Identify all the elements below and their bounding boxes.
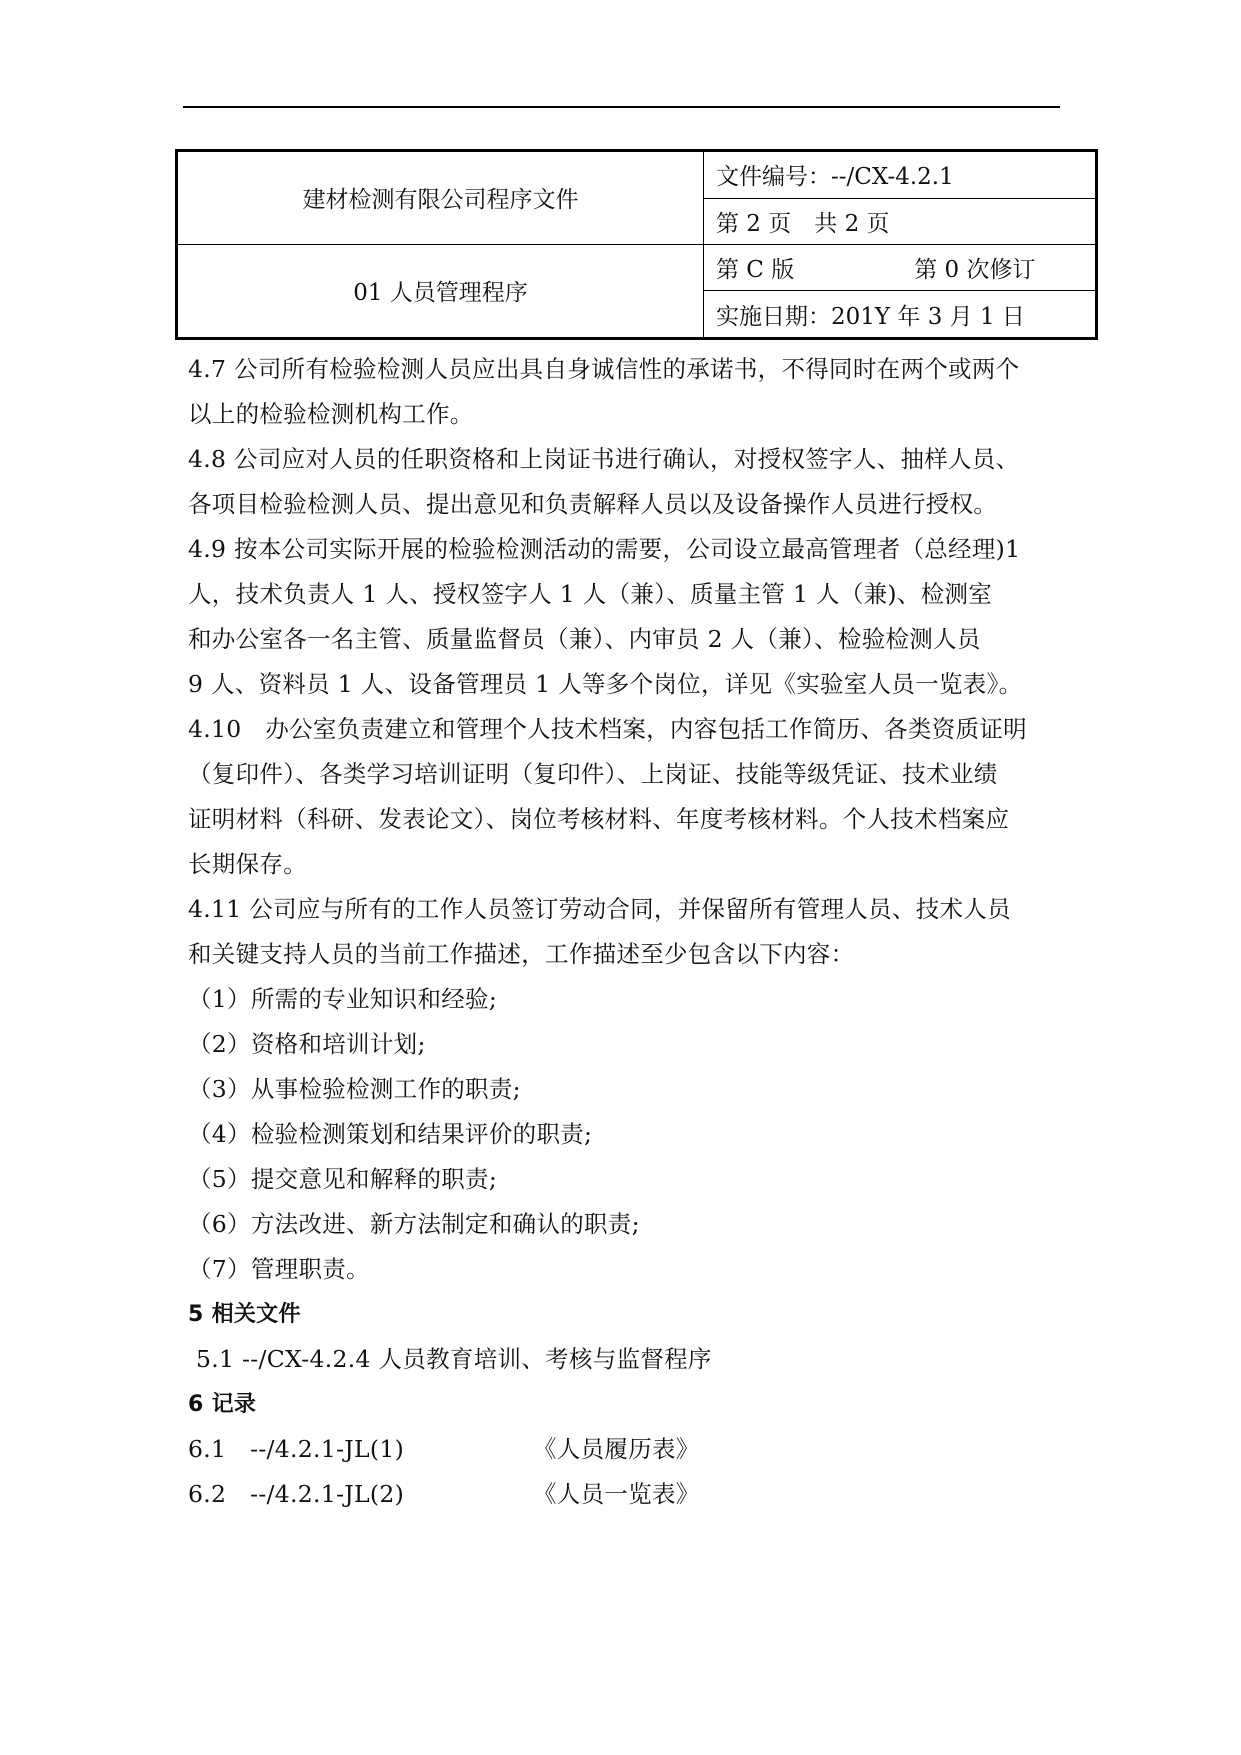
page-indicator: 第 2 页 共 2 页 — [704, 198, 1097, 244]
revision: 第 0 次修订 — [914, 257, 1036, 284]
section-heading-related-docs: 5 相关文件 — [188, 1302, 301, 1327]
doc-number: 文件编号：--/CX-4.2.1 — [704, 151, 1097, 199]
related-doc-item: 5.1 --/CX-4.2.4 人员教育培训、考核与监督程序 — [196, 1345, 712, 1373]
header-rule — [183, 106, 1060, 108]
body-line: 4.9 按本公司实际开展的检验检测活动的需要，公司设立最高管理者（总经理)1 — [188, 535, 1021, 563]
body-line: 4.10 办公室负责建立和管理个人技术档案，内容包括工作简历、各类资质证明 — [188, 715, 1027, 743]
body-line: 长期保存。 — [188, 850, 307, 878]
body-line: 人，技术负责人 1 人、授权签字人 1 人（兼）、质量主管 1 人（兼)、检测室 — [188, 580, 993, 608]
document-body — [188, 347, 1068, 1517]
list-item: （7）管理职责。 — [188, 1255, 370, 1283]
list-item: （1）所需的专业知识和经验; — [188, 985, 498, 1013]
record-code: 6.1 --/4.2.1-JL(1) — [188, 1435, 405, 1463]
record-code: 6.2 --/4.2.1-JL(2) — [188, 1480, 405, 1508]
list-item: （4）检验检测策划和结果评价的职责; — [188, 1120, 593, 1148]
list-item: （5）提交意见和解释的职责; — [188, 1165, 498, 1193]
body-line: 4.11 公司应与所有的工作人员签订劳动合同，并保留所有管理人员、技术人员 — [188, 895, 1011, 923]
effective-date: 实施日期：201Y 年 3 月 1 日 — [704, 291, 1097, 339]
body-line: 9 人、资料员 1 人、设备管理员 1 人等多个岗位，详见《实验室人员一览表》。 — [188, 670, 1023, 698]
body-line: 4.8 公司应对人员的任职资格和上岗证书进行确认，对授权签字人、抽样人员、 — [188, 445, 1020, 473]
record-name: 《人员一览表》 — [533, 1480, 700, 1508]
version: 第 C 版 — [716, 257, 795, 284]
body-line: 和办公室各一名主管、质量监督员（兼）、内审员 2 人（兼）、检验检测人员 — [188, 625, 981, 653]
company-doc-title: 建材检测有限公司程序文件 — [177, 151, 704, 245]
document-header-table — [175, 149, 1098, 340]
body-line: 以上的检验检测机构工作。 — [188, 400, 474, 428]
body-line: 证明材料（科研、发表论文）、岗位考核材料、年度考核材料。个人技术档案应 — [188, 805, 1010, 833]
body-line: （复印件）、各类学习培训证明（复印件）、上岗证、技能等级凭证、技术业绩 — [188, 760, 998, 788]
list-item: （2）资格和培训计划; — [188, 1030, 426, 1058]
procedure-title: 01 人员管理程序 — [177, 244, 704, 338]
section-heading-records: 6 记录 — [188, 1392, 257, 1417]
record-row — [188, 1472, 1068, 1517]
version-cell — [704, 244, 1097, 290]
record-row — [188, 1427, 1068, 1472]
body-line: 各项目检验检测人员、提出意见和负责解释人员以及设备操作人员进行授权。 — [188, 490, 998, 518]
body-line: 4.7 公司所有检验检测人员应出具自身诚信性的承诺书，不得同时在两个或两个 — [188, 355, 1020, 383]
record-name: 《人员履历表》 — [533, 1435, 700, 1463]
list-item: （3）从事检验检测工作的职责; — [188, 1075, 521, 1103]
body-line: 和关键支持人员的当前工作描述，工作描述至少包含以下内容： — [188, 940, 855, 968]
list-item: （6）方法改进、新方法制定和确认的职责; — [188, 1210, 640, 1238]
